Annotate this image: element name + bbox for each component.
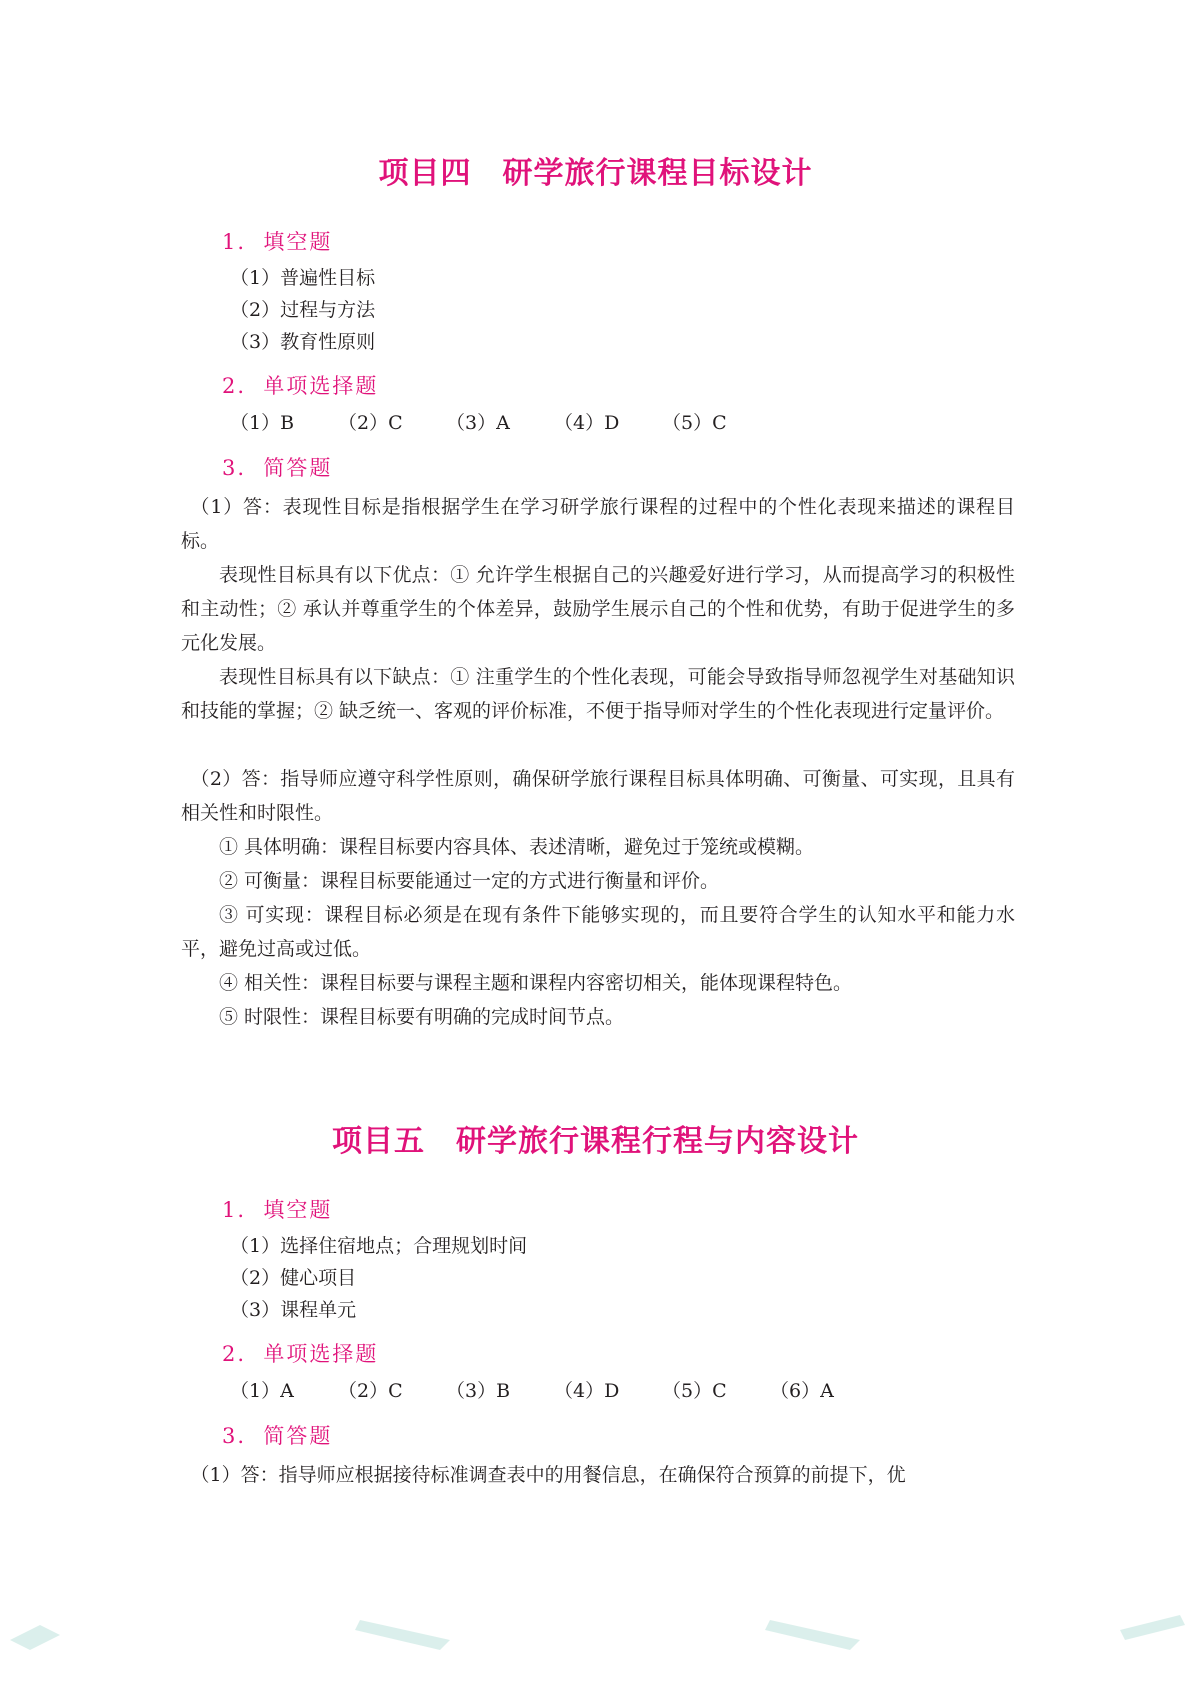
p5-choice-4: （4）D xyxy=(554,1380,620,1402)
p5-choice-6: （6）A xyxy=(770,1380,834,1402)
p5-fill-item-2: （2）健心项目 xyxy=(230,1267,357,1289)
p4-short-heading: 3. 简答题 xyxy=(222,456,333,480)
p5-choice-2: （2）C xyxy=(338,1380,403,1402)
p4-fill-item-1: （1）普遍性目标 xyxy=(230,267,376,289)
p4-choice-answers xyxy=(230,411,930,435)
project5-title: 项目五 研学旅行课程行程与内容设计 xyxy=(332,1124,859,1159)
p4-choice-heading: 2. 单项选择题 xyxy=(222,374,379,398)
p5-choice-3: （3）B xyxy=(446,1380,511,1402)
p4-short-para-3: 表现性目标具有以下缺点：① 注重学生的个性化表现，可能会导致指导师忽视学生对基础知识和技能的掌握；② 缺乏统一、客观的评价标准，不便于指导师对学生的个性化表现进行定量评价。 xyxy=(181,666,1015,722)
p4-choice-1: （1）B xyxy=(230,412,295,434)
p5-short-heading: 3. 简答题 xyxy=(222,1424,333,1448)
p4-short-para-6: ② 可衡量：课程目标要能通过一定的方式进行衡量和评价。 xyxy=(219,870,720,892)
p4-short-para-1: （1）答：表现性目标是指根据学生在学习研学旅行课程的过程中的个性化表现来描述的课程目标。 xyxy=(181,496,1015,552)
p5-choice-5: （5）C xyxy=(662,1380,727,1402)
p4-fill-item-2: （2）过程与方法 xyxy=(230,299,376,321)
p4-short-para-7: ③ 可实现：课程目标必须是在现有条件下能够实现的，而且要符合学生的认知水平和能力水平，避免过高或过低。 xyxy=(181,904,1015,960)
watermark-mark-left xyxy=(0,1600,140,1660)
p5-choice-answers xyxy=(230,1379,930,1403)
p5-fill-heading: 1. 填空题 xyxy=(222,1198,333,1222)
p4-short-para-8: ④ 相关性：课程目标要与课程主题和课程内容密切相关，能体现课程特色。 xyxy=(219,972,853,994)
p5-choice-heading: 2. 单项选择题 xyxy=(222,1342,379,1366)
p4-choice-3: （3）A xyxy=(446,412,510,434)
p4-short-para-2: 表现性目标具有以下优点：① 允许学生根据自己的兴趣爱好进行学习，从而提高学习的积极性和主动性；② 承认并尊重学生的个体差异，鼓励学生展示自己的个性和优势，有助于促进学生的多元化发展。 xyxy=(181,564,1015,654)
p4-short-para-5: ① 具体明确：课程目标要内容具体、表述清晰，避免过于笼统或模糊。 xyxy=(219,836,815,858)
watermark-mark-center-left xyxy=(340,1600,480,1660)
p5-choice-1: （1）A xyxy=(230,1380,294,1402)
p5-fill-item-3: （3）课程单元 xyxy=(230,1299,357,1321)
p4-choice-5: （5）C xyxy=(662,412,727,434)
p4-short-para-4: （2）答：指导师应遵守科学性原则，确保研学旅行课程目标具体明确、可衡量、可实现，且具有相关性和时限性。 xyxy=(181,768,1015,824)
p5-short-para-1: （1）答：指导师应根据接待标准调查表中的用餐信息，在确保符合预算的前提下，优 xyxy=(190,1464,906,1486)
p4-choice-2: （2）C xyxy=(338,412,403,434)
p4-fill-item-3: （3）教育性原则 xyxy=(230,331,376,353)
p5-fill-item-1: （1）选择住宿地点；合理规划时间 xyxy=(230,1235,528,1257)
watermark-mark-right xyxy=(1100,1600,1191,1660)
watermark-mark-center-right xyxy=(750,1600,890,1660)
p4-fill-heading: 1. 填空题 xyxy=(222,230,333,254)
project4-title: 项目四 研学旅行课程目标设计 xyxy=(378,156,813,191)
p4-choice-4: （4）D xyxy=(554,412,620,434)
p4-short-para-9: ⑤ 时限性：课程目标要有明确的完成时间节点。 xyxy=(219,1006,625,1028)
